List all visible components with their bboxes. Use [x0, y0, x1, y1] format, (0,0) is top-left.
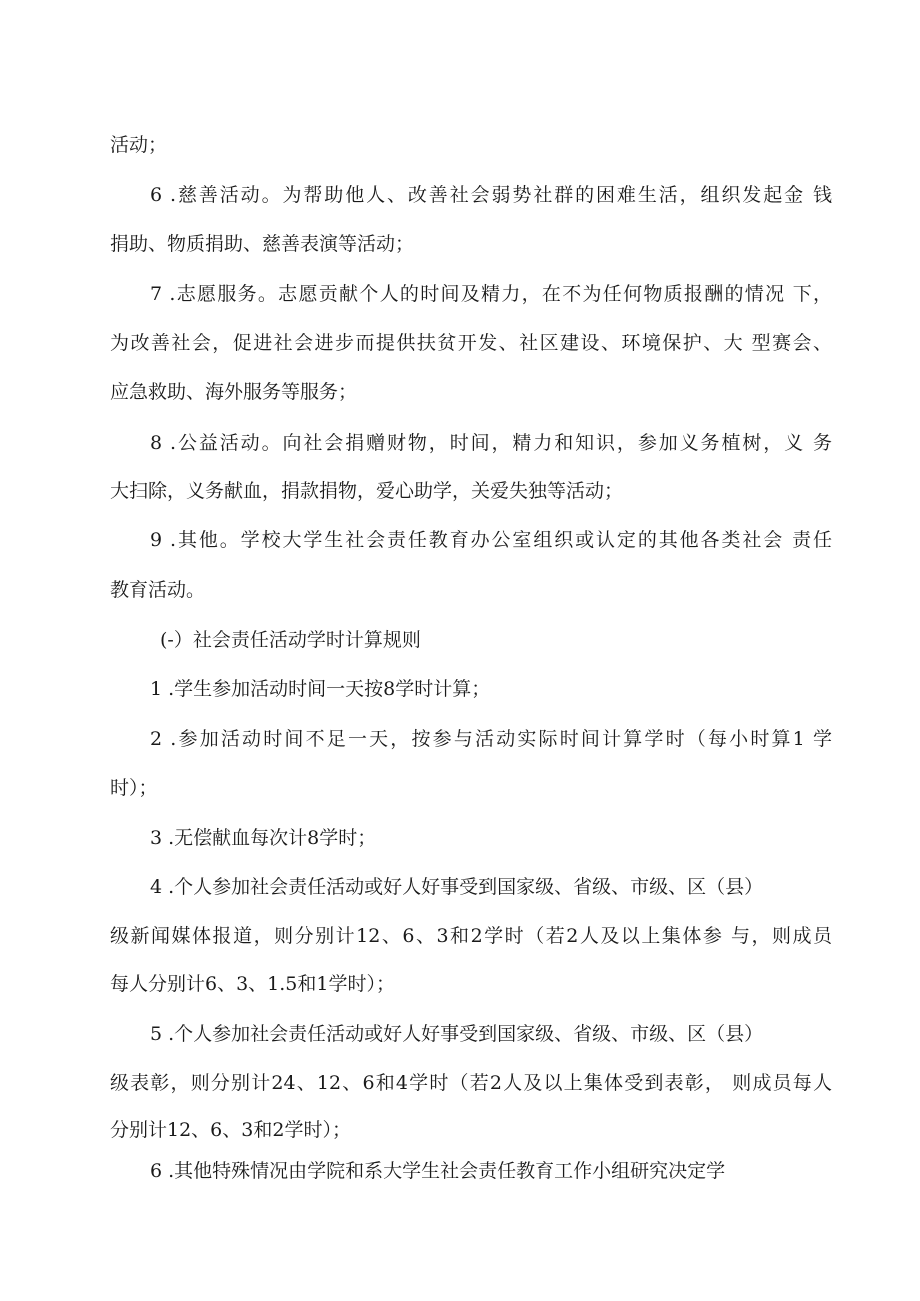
text-line: 8 .公益活动。向社会捐赠财物，时间，精力和知识，参加义务植树，义 务 — [150, 432, 832, 454]
text-line: 为改善社会，促进社会进步而提供扶贫开发、社区建设、环境保护、大 型赛会、 — [110, 332, 832, 354]
text-line: 时）； — [110, 777, 158, 799]
text-line: 6 .慈善活动。为帮助他人、改善社会弱势社群的困难生活，组织发起金 钱 — [150, 184, 832, 206]
text-line: 1 .学生参加活动时间一天按8学时计算； — [150, 678, 491, 700]
text-line: 捐助、物质捐助、慈善表演等活动； — [110, 233, 415, 255]
text-line: 大扫除，义务献血，捐款捐物，爱心助学，关爱失独等活动； — [110, 480, 624, 502]
text-line: 级表彰，则分别计24、12、6和4学时（若2人及以上集体受到表彰， 则成员每人 — [110, 1072, 832, 1094]
text-line: 教育活动。 — [110, 579, 206, 601]
text-line: 7 .志愿服务。志愿贡献个人的时间及精力，在不为任何物质报酬的情况 下， — [150, 283, 832, 305]
text-line: 应急救助、海外服务等服务； — [110, 381, 358, 403]
text-line: 每人分别计6、3、1.5和1学时）； — [110, 973, 395, 995]
text-line: 9 .其他。学校大学生社会责任教育办公室组织或认定的其他各类社会 责任 — [150, 529, 832, 551]
text-line: 分别计12、6、3和2学时）； — [110, 1119, 351, 1141]
text-line: 活动； — [110, 134, 168, 156]
text-line: 6 .其他特殊情况由学院和系大学生社会责任教育工作小组研究决定学 — [150, 1160, 726, 1182]
text-line: 4 .个人参加社会责任活动或好人好事受到国家级、省级、市级、区（县） — [150, 876, 764, 898]
text-line: 级新闻媒体报道，则分别计12、6、3和2学时（若2人及以上集体参 与，则成员 — [110, 925, 832, 947]
text-line: 3 .无偿献血每次计8学时； — [150, 827, 377, 849]
section-heading: (-）社会责任活动学时计算规则 — [160, 629, 421, 651]
text-line: 2 .参加活动时间不足一天，按参与活动实际时间计算学时（每小时算1 学 — [150, 728, 832, 750]
text-line: 5 .个人参加社会责任活动或好人好事受到国家级、省级、市级、区（县） — [150, 1023, 764, 1045]
